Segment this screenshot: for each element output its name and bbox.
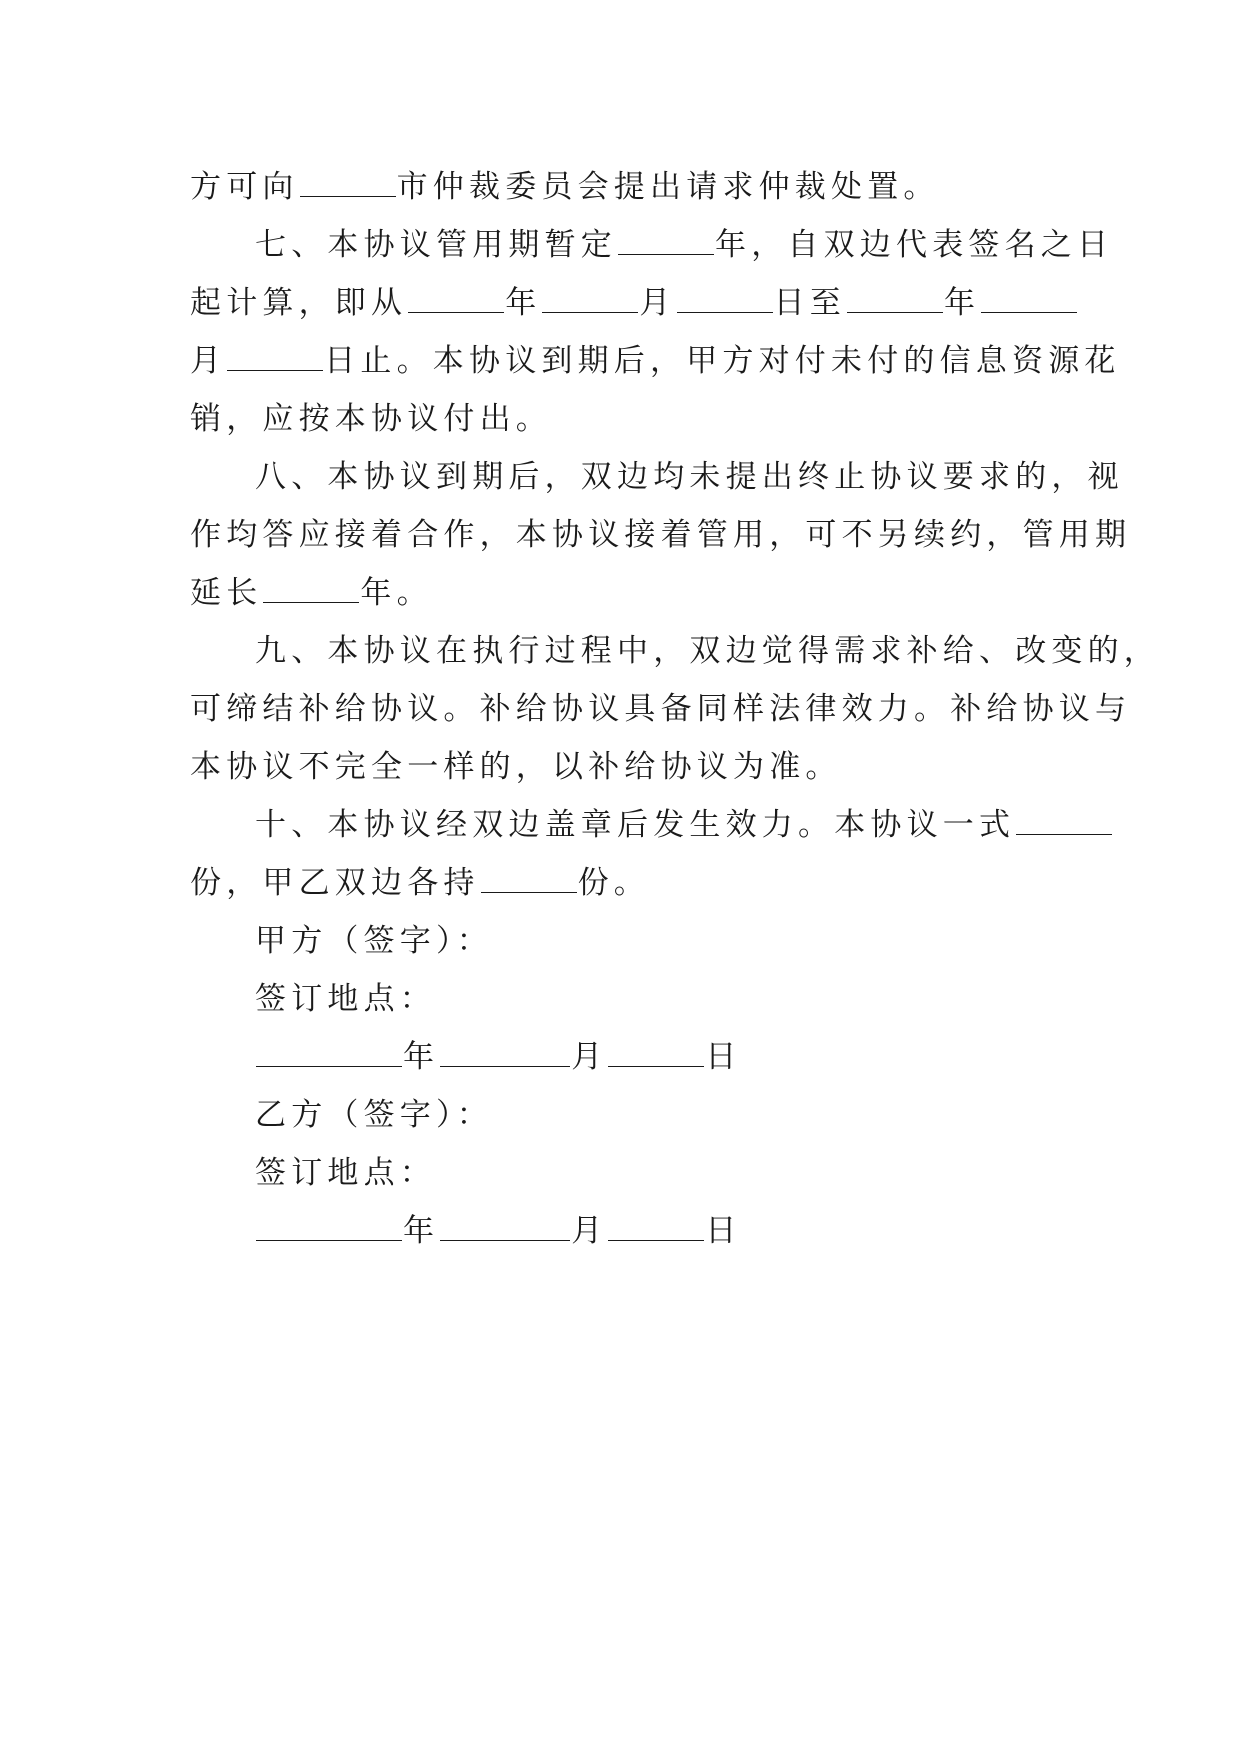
text: 年，自双边代表签名之日: [715, 227, 1114, 263]
text: 方可向: [190, 169, 299, 205]
text: 起计算，即从: [190, 285, 408, 321]
blank-field[interactable]: [263, 578, 359, 603]
text: 签订地点：: [255, 981, 436, 1017]
clause-10-line-2: [190, 854, 1052, 912]
clause-8-line-2: [190, 506, 1132, 564]
text: 八、本协议到期后，双边均未提出终止协议要求的，视: [255, 459, 1124, 495]
clause-8-line-3: [190, 564, 1052, 622]
text: 年: [403, 1039, 440, 1075]
clause-7-line-2: [190, 274, 1052, 332]
text: 可缔结补给协议。补给协议具备同样法律效力。补给协议与: [190, 691, 1132, 727]
party-a-date: [190, 1028, 1052, 1086]
text: 月: [190, 343, 227, 379]
text: 份。: [577, 865, 651, 901]
text: 日止。本协议到期后，甲方对付未付的信息资源花: [324, 343, 1121, 379]
blank-field[interactable]: [481, 868, 577, 893]
clause-10-line-1: [190, 796, 1052, 854]
month-blank[interactable]: [440, 1042, 570, 1067]
blank-field[interactable]: [227, 346, 323, 371]
clause-9-line-2: [190, 680, 1132, 738]
year-blank[interactable]: [256, 1216, 402, 1241]
party-a-signature-label: [190, 912, 1052, 970]
text: 市仲裁委员会提出请求仲裁处置。: [396, 169, 940, 205]
day-blank[interactable]: [608, 1216, 704, 1241]
clause-7-line-4: [190, 390, 1052, 448]
text: 延长: [190, 575, 263, 611]
text: 月: [571, 1213, 608, 1249]
clause-7-line-1: [190, 216, 1114, 274]
clause-8-line-1: [190, 448, 1124, 506]
text: 日至: [773, 285, 847, 321]
blank-field[interactable]: [677, 288, 773, 313]
text: 签订地点：: [255, 1155, 436, 1191]
month-blank[interactable]: [440, 1216, 570, 1241]
day-blank[interactable]: [608, 1042, 704, 1067]
text: 份，甲乙双边各持: [190, 865, 480, 901]
text: 日: [705, 1213, 742, 1249]
text: 七、本协议管用期暂定: [255, 227, 617, 263]
text: 九、本协议在执行过程中，双边觉得需求补给、改变的，: [255, 633, 1160, 669]
blank-field[interactable]: [847, 288, 943, 313]
clause-9-line-1: [190, 622, 1160, 680]
party-b-signature-label: [190, 1086, 1052, 1144]
text: 年: [505, 285, 542, 321]
clause-7-line-3: [190, 332, 1121, 390]
text: 十、本协议经双边盖章后发生效力。本协议一式: [255, 807, 1016, 843]
text: 月: [639, 285, 676, 321]
document-page: [190, 158, 1160, 1260]
text: 日: [705, 1039, 742, 1075]
text: 乙方（签字）：: [255, 1097, 493, 1133]
text: 本协议不完全一样的，以补给协议为准。: [190, 749, 842, 785]
clause-9-line-3: [190, 738, 1052, 796]
blank-field[interactable]: [542, 288, 638, 313]
text: 年: [403, 1213, 440, 1249]
party-a-place-label: [190, 970, 1052, 1028]
text: 月: [571, 1039, 608, 1075]
text-line: [190, 158, 1052, 216]
blank-field[interactable]: [300, 172, 396, 197]
blank-field[interactable]: [1016, 810, 1112, 835]
text: 销，应按本协议付出。: [190, 401, 552, 437]
text: 作均答应接着合作，本协议接着管用，可不另续约，管用期: [190, 517, 1132, 553]
text: 年。: [360, 575, 433, 611]
text: 年: [944, 285, 981, 321]
blank-field[interactable]: [981, 288, 1077, 313]
text: 甲方（签字）：: [255, 923, 493, 959]
blank-field[interactable]: [618, 230, 714, 255]
year-blank[interactable]: [256, 1042, 402, 1067]
blank-field[interactable]: [408, 288, 504, 313]
party-b-place-label: [190, 1144, 1052, 1202]
party-b-date: [190, 1202, 1052, 1260]
